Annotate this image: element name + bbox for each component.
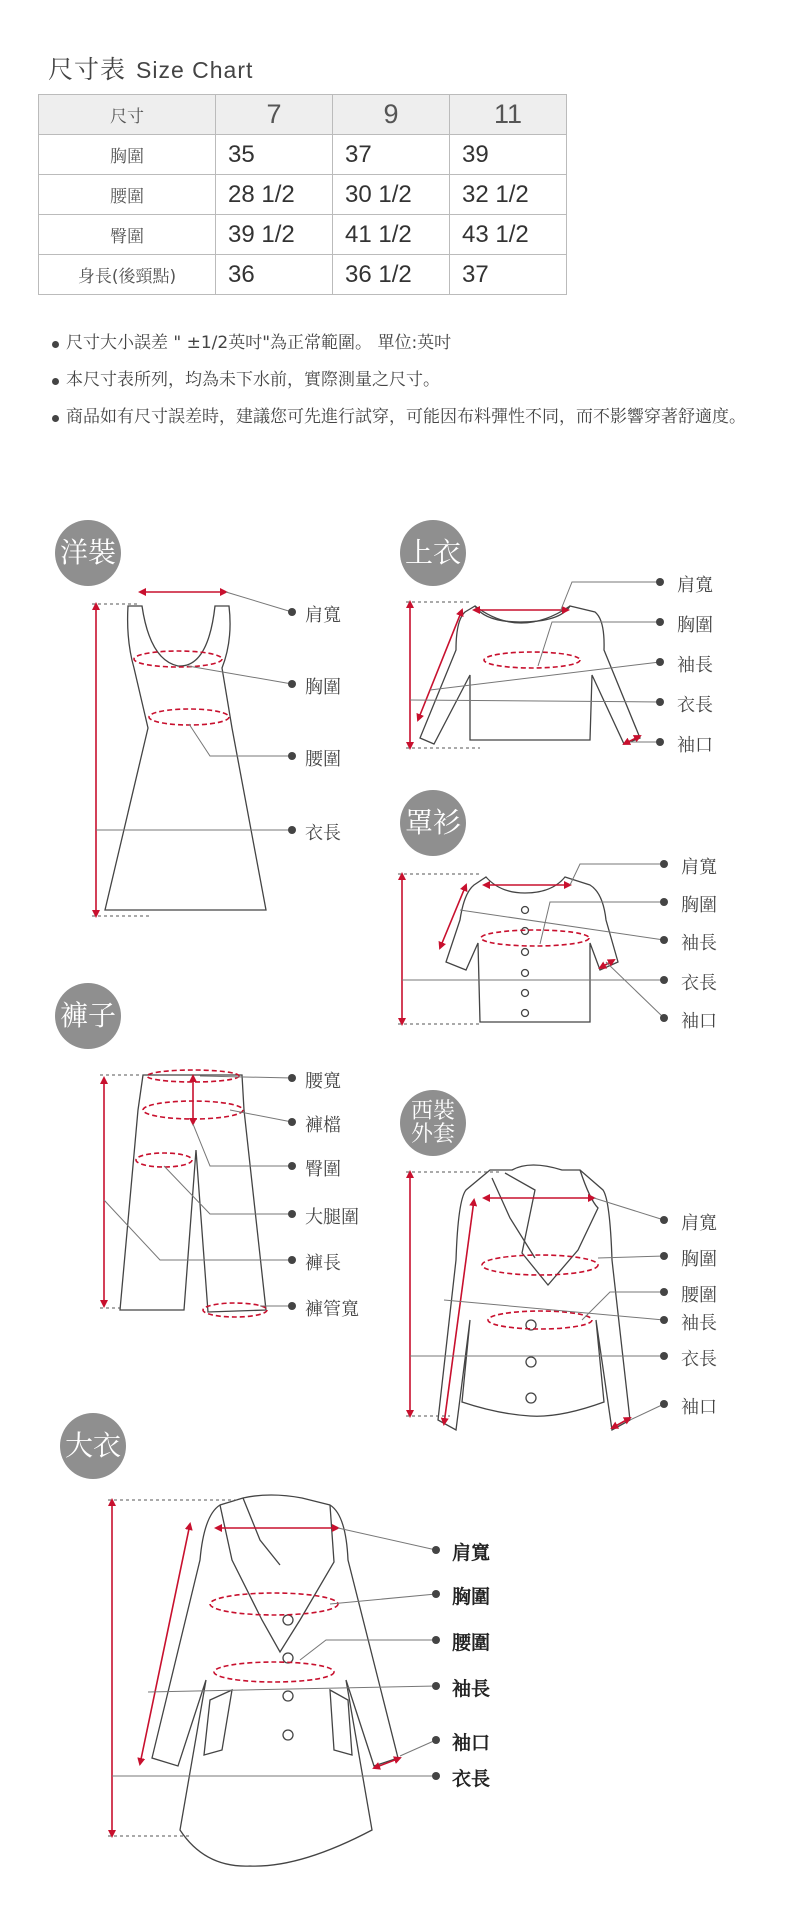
top-outline [420,606,640,744]
badge-suit-line2: 外套 [410,1122,455,1147]
table-header-cell: 9 [333,95,450,135]
coat-label-sleeve: 袖長 [452,1678,491,1700]
table-cell: 30 1/2 [333,175,450,215]
table-header-cell: 7 [216,95,333,135]
suit-label-waist: 腰圍 [681,1285,717,1306]
blouse-label-length: 衣長 [681,973,717,994]
table-row-label: 臀圍 [39,215,216,255]
pants-label-length: 褲長 [305,1253,341,1274]
coat-label-cuff: 袖口 [452,1732,491,1754]
table-cell: 41 1/2 [333,215,450,255]
coat-label-shoulder: 肩寬 [452,1542,491,1564]
coat-outline [152,1495,398,1866]
coat-label-waist: 腰圍 [452,1632,491,1654]
badge-blouse: 罩衫 [400,790,466,856]
pants-label-hem: 褲管寬 [305,1299,359,1320]
blouse-label-cuff: 袖口 [681,1011,717,1032]
suit-label-length: 衣長 [681,1349,717,1370]
blouse-label-sleeve: 袖長 [681,933,717,954]
note-item: 商品如有尺寸誤差時，建議您可先進行試穿，可能因布料彈性不同，而不影響穿著舒適度。 [50,406,750,428]
suit-label-chest: 胸圍 [681,1249,717,1270]
blouse-outline [446,877,618,1022]
badge-coat: 大衣 [60,1413,126,1479]
badge-dress: 洋裝 [55,520,121,586]
table-cell: 35 [216,135,333,175]
dress-label-length: 衣長 [305,823,341,844]
table-cell: 39 [450,135,567,175]
coat-label-chest: 胸圍 [452,1586,491,1608]
dress-label-shoulder: 肩寬 [305,605,341,626]
suit-outline [438,1165,630,1430]
title-zh: 尺寸表 [48,55,127,84]
blouse-label-chest: 胸圍 [681,895,717,916]
table-cell: 43 1/2 [450,215,567,255]
table-header-cell: 尺寸 [39,95,216,135]
table-cell: 37 [450,255,567,295]
pants-label-thigh: 大腿圍 [305,1207,359,1228]
badge-pants: 褲子 [55,983,121,1049]
pants-label-hip: 臀圍 [305,1159,341,1180]
badge-top: 上衣 [400,520,466,586]
table-cell: 36 [216,255,333,295]
blouse-label-shoulder: 肩寬 [681,857,717,878]
note-item: 本尺寸表所列，均為未下水前，實際測量之尺寸。 [50,369,750,391]
note-item: 尺寸大小誤差 " ±1/2英吋"為正常範圍。 單位:英吋 [50,332,750,354]
suit-label-cuff: 袖口 [681,1397,717,1418]
table-row-label: 身長(後頸點) [39,255,216,295]
top-label-shoulder: 肩寬 [677,575,713,596]
top-label-length: 衣長 [677,695,713,716]
top-label-sleeve: 袖長 [677,655,713,676]
dress-label-waist: 腰圍 [305,749,341,770]
table-header-cell: 11 [450,95,567,135]
top-label-cuff: 袖口 [677,735,713,756]
table-cell: 37 [333,135,450,175]
pants-label-waist: 腰寬 [305,1071,341,1092]
table-row-label: 胸圍 [39,135,216,175]
title-en: Size Chart [136,57,254,83]
dress-label-chest: 胸圍 [305,677,341,698]
suit-label-sleeve: 袖長 [681,1313,717,1334]
top-label-chest: 胸圍 [677,615,713,636]
badge-suit-line1: 西裝 [410,1099,455,1124]
table-cell: 39 1/2 [216,215,333,255]
table-row-label: 腰圍 [39,175,216,215]
coat-label-length: 衣長 [452,1768,491,1790]
pants-label-rise: 褲檔 [305,1115,341,1136]
table-cell: 28 1/2 [216,175,333,215]
suit-label-shoulder: 肩寬 [681,1213,717,1234]
table-cell: 32 1/2 [450,175,567,215]
table-cell: 36 1/2 [333,255,450,295]
